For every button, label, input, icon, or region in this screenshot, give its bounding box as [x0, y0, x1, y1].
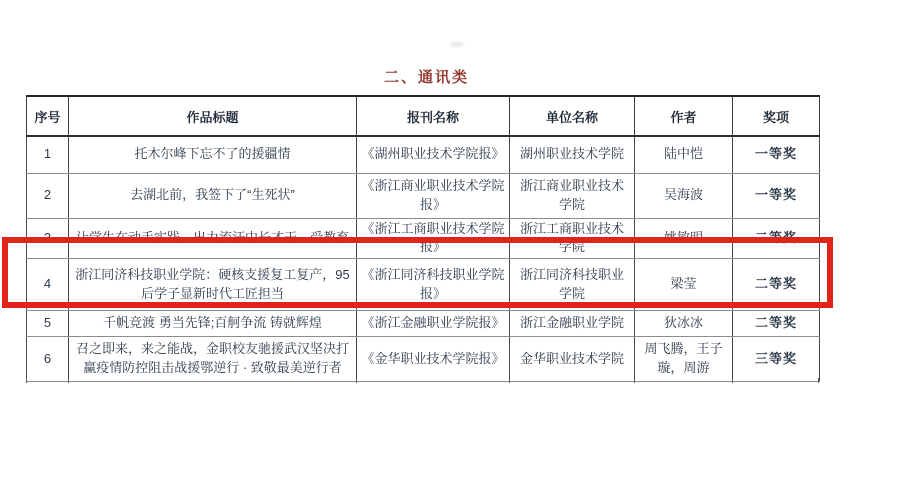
cell-title: 召之即来，来之能战，金职校友驰援武汉坚决打赢疫情防控阻击战援鄂逆行 · 致敬最美逆行者 — [69, 337, 357, 382]
cell-publication: 《浙江同济科技职业学院报》 — [357, 259, 510, 311]
cell-author: 姚敏明 — [635, 218, 733, 259]
cell-award: 一等奖 — [733, 136, 820, 173]
cell-author: 周飞腾，王子璇，周游 — [635, 337, 733, 382]
table-header-row — [27, 96, 820, 136]
cell-unit: 浙江商业职业技术学院 — [510, 173, 635, 218]
cell-publication: 《金华职业技术学院报》 — [357, 337, 510, 382]
cell-author: 狄冰冰 — [635, 311, 733, 337]
column-header-author: 作者 — [635, 96, 733, 136]
cell-publication: 《浙江商业职业技术学院报》 — [357, 173, 510, 218]
cell-unit: 湖州职业技术学院 — [510, 136, 635, 173]
table-row-1 — [27, 136, 820, 173]
column-border-stub — [509, 378, 510, 383]
cell-unit: 金华职业技术学院 — [510, 337, 635, 382]
faint-smudge-artifact — [450, 42, 464, 47]
column-header-title: 作品标题 — [69, 96, 357, 136]
column-border-stub — [356, 378, 357, 383]
cell-no: 6 — [27, 337, 69, 382]
cell-title: 去湖北前，我签下了“生死状” — [69, 173, 357, 218]
column-header-unit: 单位名称 — [510, 96, 635, 136]
cell-award: 二等奖 — [733, 259, 820, 311]
column-header-award: 奖项 — [733, 96, 820, 136]
cell-publication: 《浙江工商职业技术学院报》 — [357, 218, 510, 259]
cell-unit: 浙江工商职业技术学院 — [510, 218, 635, 259]
cell-award: 三等奖 — [733, 337, 820, 382]
cell-no: 2 — [27, 173, 69, 218]
cell-award: 二等奖 — [733, 218, 820, 259]
cell-no: 4 — [27, 259, 69, 311]
cell-author: 陆中恺 — [635, 136, 733, 173]
cell-author: 梁莹 — [635, 259, 733, 311]
cell-title: 让学生在动手实践、出力流汗中长才干、受教育 — [69, 218, 357, 259]
cell-title: 托木尔峰下忘不了的援疆情 — [69, 136, 357, 173]
column-border-stub — [26, 378, 27, 383]
cell-no: 5 — [27, 311, 69, 337]
column-border-stub — [732, 378, 733, 383]
cell-award: 二等奖 — [733, 311, 820, 337]
cell-title: 千帆竞渡 勇当先锋;百舸争流 铸就辉煌 — [69, 311, 357, 337]
table-row-2 — [27, 173, 820, 218]
section-title: 二、通讯类 — [384, 69, 470, 86]
column-header-publication: 报刊名称 — [357, 96, 510, 136]
table-row-6 — [27, 337, 820, 382]
cell-author: 吴海波 — [635, 173, 733, 218]
column-header-no: 序号 — [27, 96, 69, 136]
column-border-stub — [634, 378, 635, 383]
column-border-stub — [818, 378, 819, 383]
cell-publication: 《湖州职业技术学院报》 — [357, 136, 510, 173]
cell-no: 3 — [27, 218, 69, 259]
cell-title: 浙江同济科技职业学院：硬核支援复工复产，95 后学子显新时代工匠担当 — [69, 259, 357, 311]
cell-unit: 浙江同济科技职业学院 — [510, 259, 635, 311]
table-row-5 — [27, 311, 820, 337]
table-row-4 — [27, 259, 820, 311]
cell-publication: 《浙江金融职业学院报》 — [357, 311, 510, 337]
cell-unit: 浙江金融职业学院 — [510, 311, 635, 337]
cell-no: 1 — [27, 136, 69, 173]
cell-award: 一等奖 — [733, 173, 820, 218]
column-border-stub — [68, 378, 69, 383]
table-row-3 — [27, 218, 820, 259]
awards-table — [26, 95, 820, 382]
